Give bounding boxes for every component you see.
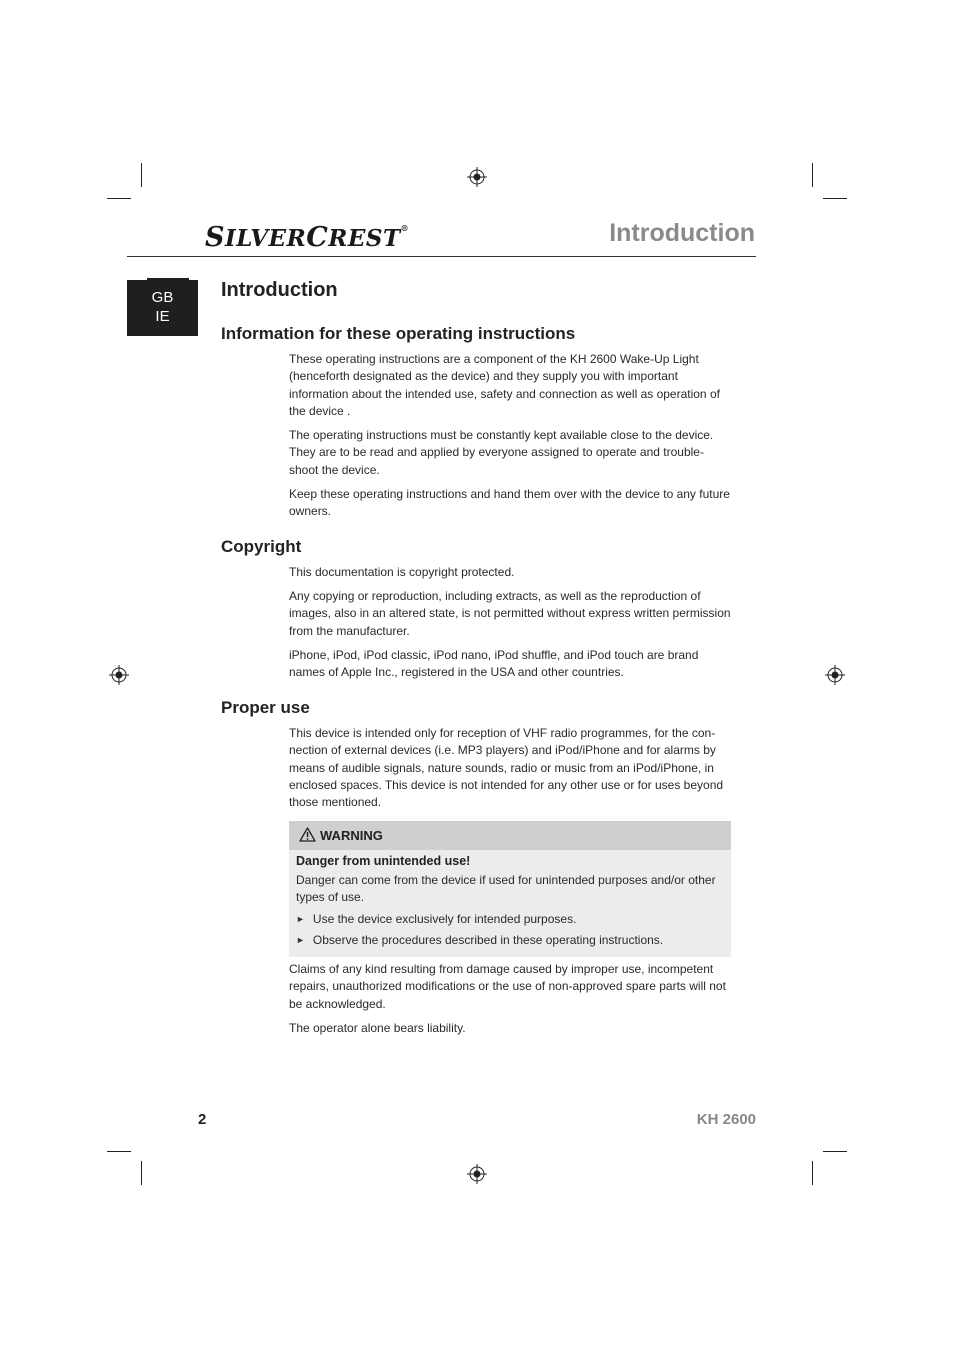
section-heading-information: Information for these operating instructions [221,324,576,343]
arrow-bullet-icon: ► [296,934,305,945]
warning-list-item [289,928,731,949]
model-number: KH 2600 [696,1111,756,1128]
page-title: Introduction [221,279,338,301]
warning-list-item [289,907,731,928]
header-title: Introduction [609,219,755,247]
logo-letter: C [306,222,329,253]
warning-subtitle: Danger from unintended use! [296,854,471,868]
paragraph: This documentation is copyright protected. [289,565,515,579]
brand-logo [205,224,409,251]
registration-mark-icon [467,1164,487,1184]
crop-mark [141,1161,142,1185]
warning-triangle-icon [299,827,320,845]
registration-mark-icon [109,665,129,685]
warning-item-text: Observe the procedures described in these operating instructions. [312,932,664,947]
header-divider [127,256,756,257]
paragraph: The operating instructions must be constantly kept available close to the device. They are to be read and applied by everyone assigned to operate and trouble-shoot the device. [289,428,714,477]
warning-header [289,821,731,850]
registered-mark: ® [400,223,410,233]
paragraph: The operator alone bears liability. [289,1021,466,1035]
warning-text: Danger can come from the device if used for unintended purposes and/or other types of use. [296,873,716,905]
arrow-bullet-icon: ► [296,913,305,924]
crop-mark [823,1151,847,1152]
logo-text: ILVER [225,225,307,252]
paragraph: These operating instructions are a component of the KH 2600 Wake-Up Light (henceforth designated as the device) and they supply you with important information about the intended use, safety and connection as well as operation of the device . [289,352,720,418]
language-code: IE [155,308,170,325]
paragraph: iPhone, iPod, iPod classic, iPod nano, iPod shuffle, and iPod touch are brand names of Apple Inc., registered in the USA and other countries. [289,648,699,680]
language-code: GB [151,289,174,306]
crop-mark [107,198,131,199]
logo-text: REST [328,225,401,252]
section-heading-proper-use: Proper use [221,698,310,717]
crop-mark [823,198,847,199]
warning-box [289,821,731,957]
crop-mark [812,163,813,187]
warning-item-text: Use the device exclusively for intended purposes. [312,911,577,926]
registration-mark-icon [467,167,487,187]
paragraph: Keep these operating instructions and hand them over with the device to any future owners. [289,487,730,519]
warning-label: WARNING [320,828,383,843]
paragraph: Claims of any kind resulting from damage caused by improper use, incompetent repairs, unauthorized modifications or the use of non-approved spare parts will not be acknowledged. [289,962,726,1011]
paragraph: This device is intended only for reception of VHF radio programmes, for the con-nection of external devices (i.e. MP3 players) and iPod/iPhone and for alarms by means of audible signals, nature sounds, radio or music from an iPod/iPhone, in enclosed spaces. This device is not intended for any other use or for uses beyond those mentioned. [289,726,724,810]
crop-mark [812,1161,813,1185]
page-number: 2 [198,1111,207,1128]
crop-mark [141,163,142,187]
language-tab [127,280,198,336]
crop-mark [107,1151,131,1152]
registration-mark-icon [825,665,845,685]
section-heading-copyright: Copyright [221,537,302,556]
paragraph: Any copying or reproduction, including extracts, as well as the reproduction of images, also in an altered state, is not permitted without express written permission from the manufacturer. [289,589,731,638]
logo-letter: S [205,222,225,253]
